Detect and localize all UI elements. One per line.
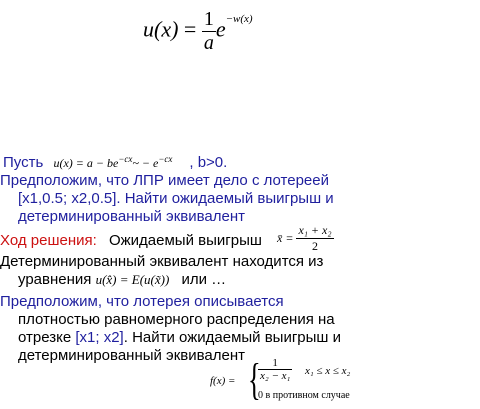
density-lhs: f(x) = (210, 375, 236, 387)
para3-line-b: плотностью равномерного распределения на (18, 311, 335, 328)
top-formula-base: e (215, 16, 226, 42)
expected-formula-num: x₁ + x₂ (298, 223, 332, 237)
density-case1-den: x₂ − x₁ (260, 370, 291, 382)
utility-formula-sim: ~ − e (132, 156, 159, 170)
top-formula-exp: −w(x) (225, 13, 253, 26)
para1-line-b: [x1,0.5; x2,0.5]. Найти ожидаемый выигрыш и (18, 190, 334, 207)
line-let (3, 150, 227, 172)
solution-line (0, 232, 262, 250)
top-formula-num: 1 (203, 8, 214, 30)
top-formula-lhs: u(x) (143, 16, 179, 42)
utility-formula-exp1: −cx (118, 154, 133, 164)
top-formula-eq: = (183, 16, 197, 42)
expected-formula-den: 2 (296, 238, 333, 254)
density-case1-num: 1 (272, 357, 278, 369)
expected-formula-fraction (296, 223, 333, 254)
left-brace: { (248, 355, 261, 404)
density-case1-fraction (258, 357, 292, 382)
top-formula-fraction (202, 8, 216, 55)
utility-formula-lhs: u(x) = a − be (53, 156, 119, 170)
utility-formula-exp2: −cx (158, 154, 173, 164)
expected-formula-lhs: x̄ = (277, 231, 294, 245)
density-case2: 0 в противном случае (258, 390, 350, 401)
expected-formula (277, 223, 334, 254)
utility-formula (53, 156, 175, 170)
solution-label: Ход решения (0, 232, 93, 249)
para1-line-a: Предположим, что ЛПР имеет дело с лотереей (0, 172, 329, 189)
para2-suffix: или … (181, 271, 227, 288)
para3-interval: [x1; x2] (75, 329, 124, 346)
para3-line-d: детерминированный эквивалент (18, 347, 246, 364)
let-suffix: , b>0. (189, 154, 228, 171)
para3-suffix: . Найти ожидаемый выигрыш и (123, 329, 342, 346)
para2-line-a: Детерминированный эквивалент находится из (0, 253, 324, 270)
top-formula-den: a (203, 32, 214, 54)
para3-prefix: отрезке (18, 329, 72, 346)
para3-line-a: Предположим, что лотерея описывается (0, 293, 284, 310)
solution-text: Ожидаемый выигрыш (108, 232, 262, 249)
top-formula (143, 8, 253, 55)
density-case1-cond: x₁ ≤ x ≤ x₂ (305, 365, 351, 377)
solution-colon: : (92, 232, 97, 249)
para3-line-c (18, 329, 341, 347)
para1-line-c: детерминированный эквивалент (18, 208, 246, 225)
let-prefix: Пусть (3, 154, 44, 171)
certainty-equation: u(x̂) = E(u(x̃)) (95, 272, 170, 287)
para2-prefix: уравнения (18, 271, 92, 288)
para2-line-b (18, 271, 226, 289)
